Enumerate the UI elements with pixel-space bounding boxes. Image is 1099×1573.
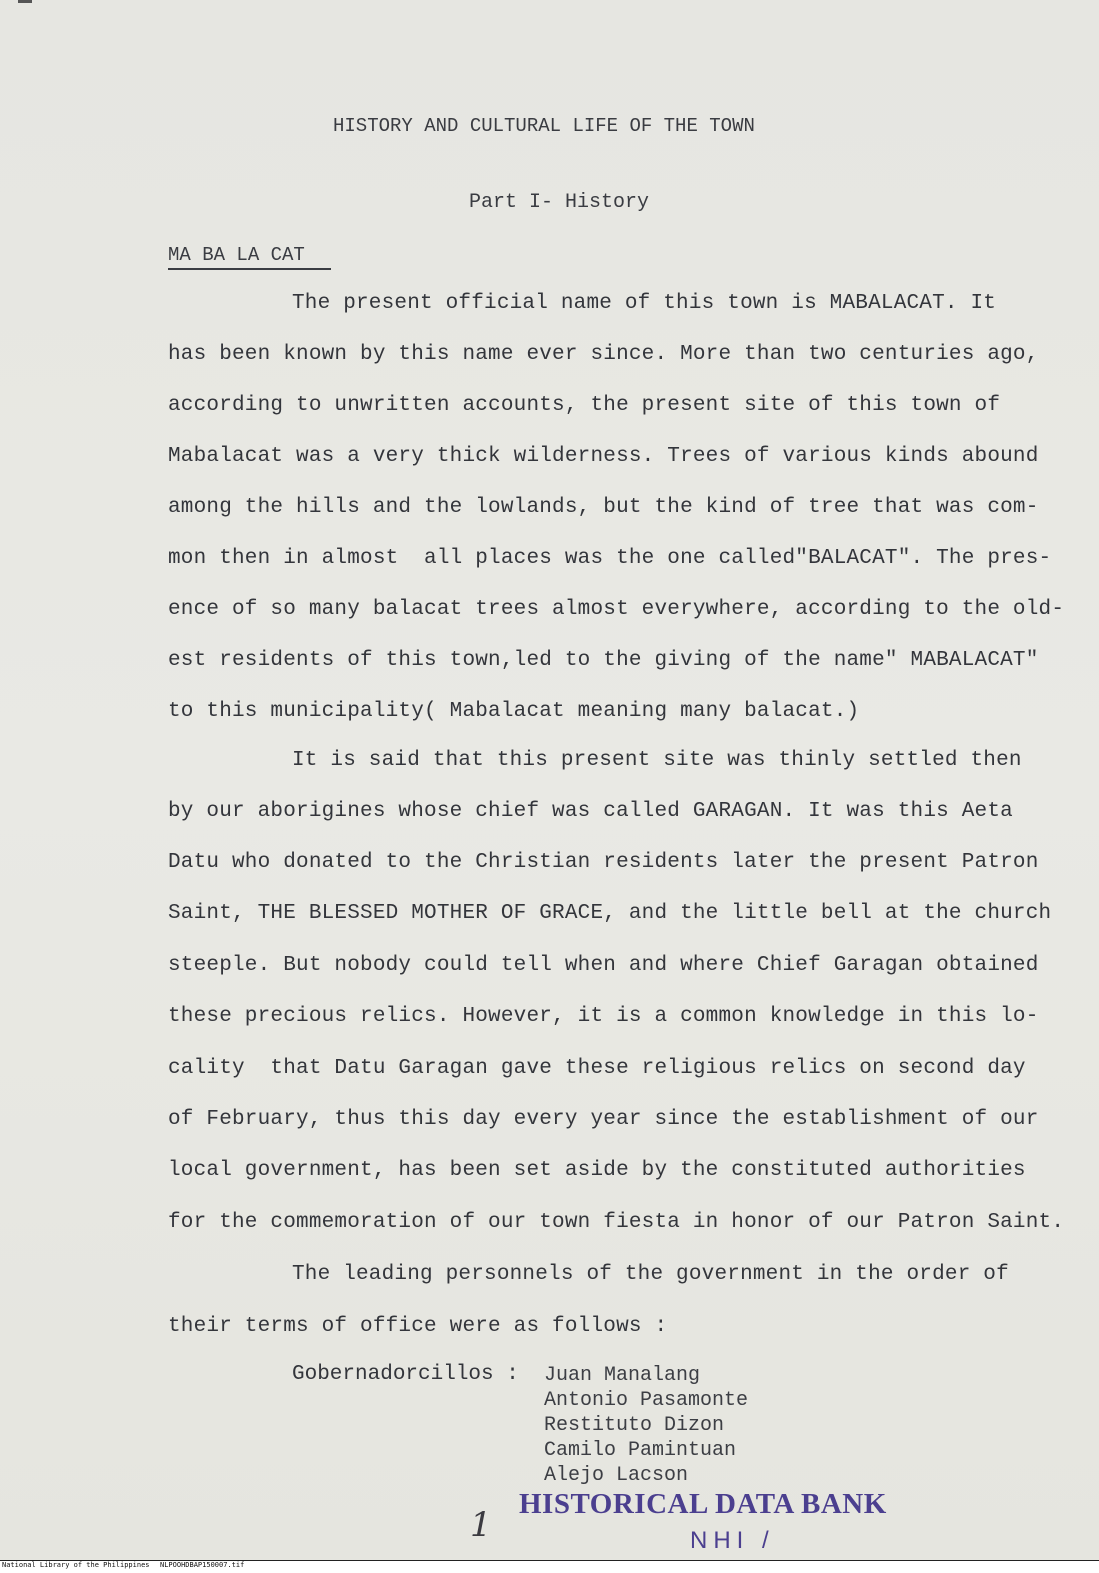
historical-data-bank-stamp: HISTORICAL DATA BANK [519, 1488, 887, 1520]
body-line: It is said that this present site was thinly settled then [292, 749, 1022, 772]
gobernadorcillo-name: Juan Manalang [544, 1364, 701, 1387]
gobernadorcillo-name: Antonio Pasamonte [544, 1389, 749, 1412]
body-line: has been known by this name ever since. More than two centuries ago, [168, 343, 1039, 366]
body-line: est residents of this town,led to the giving of the name" MABALACAT" [168, 649, 1039, 672]
body-line: of February, thus this day every year since the establishment of our [168, 1108, 1039, 1131]
gobernadorcillo-name: Camilo Pamintuan [544, 1439, 737, 1462]
page-number: 1 [470, 1505, 492, 1545]
body-line: ence of so many balacat trees almost everywhere, according to the old- [168, 598, 1065, 621]
body-line: according to unwritten accounts, the present site of this town of [168, 394, 1001, 417]
body-line: for the commemoration of our town fiesta in honor of our Patron Saint. [168, 1211, 1065, 1234]
body-line: Mabalacat was a very thick wilderness. Trees of various kinds abound [168, 445, 1039, 468]
footer-filename: NLPOOHDBAP150007.tif [160, 1561, 245, 1569]
body-line: local government, has been set aside by the constituted authorities [168, 1159, 1026, 1182]
body-line: cality that Datu Garagan gave these religious relics on second day [168, 1057, 1026, 1080]
heading-underline [168, 268, 331, 270]
body-line: among the hills and the lowlands, but the kind of tree that was com- [168, 496, 1039, 519]
body-line: The leading personnels of the government in the order of [292, 1263, 1009, 1286]
corner-mark [18, 0, 32, 3]
nhi-stamp: NHI / [690, 1527, 775, 1554]
footer-library: National Library of the Philippines [2, 1561, 150, 1569]
body-line: mon then in almost all places was the one called"BALACAT". The pres- [168, 547, 1052, 570]
body-line: their terms of office were as follows : [168, 1315, 668, 1338]
gobernadorcillo-name: Alejo Lacson [544, 1464, 689, 1487]
document-subtitle: Part I- History [469, 191, 650, 214]
gobernadorcillos-label: Gobernadorcillos : [292, 1363, 519, 1386]
gobernadorcillo-name: Restituto Dizon [544, 1414, 725, 1437]
body-line: these precious relics. However, it is a common knowledge in this lo- [168, 1005, 1039, 1028]
document-title: HISTORY AND CULTURAL LIFE OF THE TOWN [333, 115, 755, 137]
body-line: steeple. But nobody could tell when and where Chief Garagan obtained [168, 954, 1039, 977]
body-line: Datu who donated to the Christian residents later the present Patron [168, 851, 1039, 874]
body-line: by our aborigines whose chief was called GARAGAN. It was this Aeta [168, 800, 1013, 823]
body-line: The present official name of this town is MABALACAT. It [292, 292, 997, 315]
section-heading: MA BA LA CAT [168, 244, 305, 266]
body-line: Saint, THE BLESSED MOTHER OF GRACE, and the little bell at the church [168, 902, 1052, 925]
body-line: to this municipality( Mabalacat meaning many balacat.) [168, 700, 860, 723]
